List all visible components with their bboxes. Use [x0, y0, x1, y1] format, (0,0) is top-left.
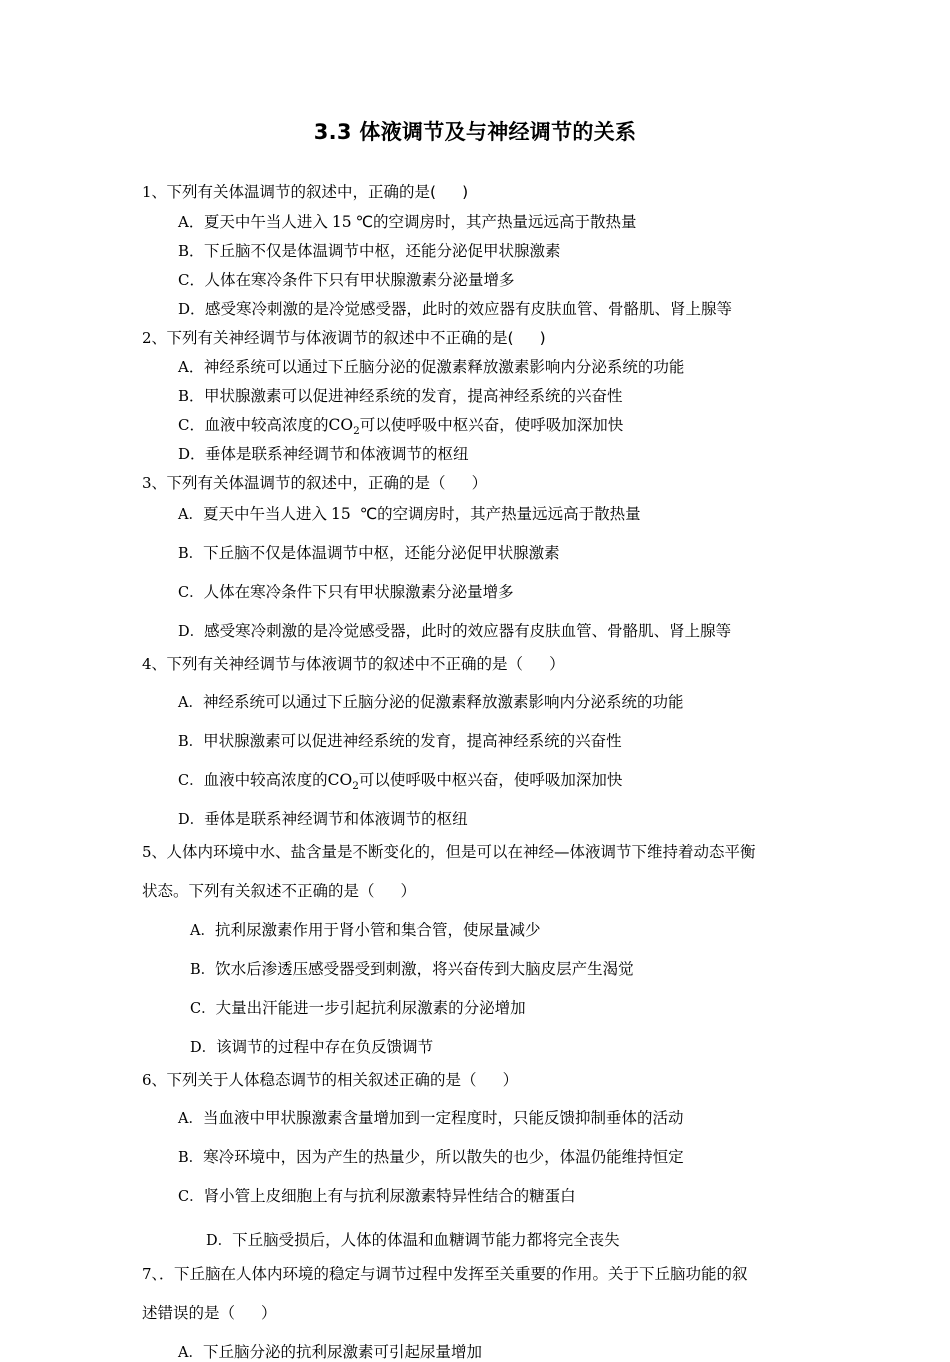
page-title: 3.3 体液调节及与神经调节的关系	[313, 120, 637, 144]
option-label: C．	[178, 416, 205, 434]
option-label: C．	[178, 773, 204, 789]
option-label: A．	[178, 507, 203, 523]
option-text: 血液中较高浓度的	[204, 416, 329, 434]
question-2-option-c[interactable]	[178, 413, 623, 437]
question-2-option-b[interactable]	[178, 384, 623, 406]
option-label: C．	[190, 1001, 216, 1017]
option-label: C．	[178, 1189, 204, 1205]
option-text: 下丘脑不仅是体温调节中枢，还能分泌促甲状腺激素	[204, 242, 561, 260]
question-2-option-a[interactable]	[178, 355, 684, 377]
option-label: D．	[178, 445, 206, 463]
question-7-stem-text-1: 下丘脑在人体内环境的稳定与调节过程中发挥至关重要的作用。关于下丘脑功能的叙	[174, 1265, 748, 1283]
option-label: A．	[178, 695, 203, 711]
option-text: 甲状腺激素可以促进神经系统的发育，提高神经系统的兴奋性	[204, 387, 623, 405]
question-5-option-a[interactable]	[190, 918, 541, 940]
question-7-stem-close: ）	[261, 1304, 277, 1322]
question-3-option-d[interactable]	[178, 619, 731, 641]
option-text: 垂体是联系神经调节和体液调节的枢纽	[204, 810, 468, 828]
question-3-stem-text: 下列有关体温调节的叙述中，正确的是（	[166, 474, 446, 492]
option-text: 人体在寒冷条件下只有甲状腺激素分泌量增多	[203, 583, 514, 601]
question-6-option-c[interactable]	[178, 1184, 576, 1206]
option-text: 神经系统可以通过下丘脑分泌的促激素释放激素影响内分泌系统的功能	[203, 358, 685, 376]
option-label: B．	[190, 962, 216, 978]
question-3-option-b[interactable]	[178, 541, 560, 563]
formula-subscript: 2	[352, 780, 359, 793]
question-1-number: 1、	[142, 183, 167, 201]
option-text: 大量出汗能进一步引起抗利尿激素的分泌增加	[215, 999, 526, 1017]
question-6-stem	[142, 1068, 518, 1090]
option-text: 神经系统可以通过下丘脑分泌的促激素释放激素影响内分泌系统的功能	[202, 693, 684, 711]
option-label: B．	[178, 734, 204, 750]
option-text: 下丘脑受损后，人体的体温和血糖调节能力都将完全丧失	[232, 1231, 620, 1249]
question-4-stem	[142, 652, 565, 674]
option-text: 寒冷环境中，因为产生的热量少，所以散失的也少，体温仍能维持恒定	[203, 1148, 684, 1166]
option-text-tail: 的空调房时，其产热量远远高于散热量	[373, 213, 637, 231]
question-4-option-d[interactable]	[178, 807, 468, 829]
option-label: D．	[178, 300, 206, 318]
option-text-tail: 可以使呼吸中枢兴奋，使呼吸加深加快	[359, 416, 624, 434]
question-2-option-d[interactable]	[178, 442, 469, 464]
formula-co2: CO	[327, 771, 353, 789]
option-text: 人体在寒冷条件下只有甲状腺激素分泌量增多	[204, 271, 515, 289]
question-6-option-a[interactable]	[178, 1106, 684, 1128]
question-1-stem	[142, 180, 468, 202]
option-text: 感受寒冷刺激的是冷觉感受器，此时的效应器有皮肤血管、骨骼肌、肾上腺等	[204, 622, 732, 640]
question-3-number: 3、	[142, 474, 167, 492]
option-label: C．	[178, 271, 205, 289]
question-6-option-d[interactable]	[206, 1228, 620, 1250]
formula-co2: CO	[328, 416, 354, 434]
question-4-stem-text: 下列有关神经调节与体液调节的叙述中不正确的是（	[166, 655, 524, 673]
option-text: 甲状腺激素可以促进神经系统的发育，提高神经系统的兴奋性	[203, 732, 622, 750]
option-text: 夏天中午当人进入	[202, 505, 327, 523]
question-3-option-a[interactable]	[178, 502, 641, 524]
option-label: B．	[178, 1150, 204, 1166]
question-5-option-d[interactable]	[190, 1035, 433, 1057]
question-1-stem-close: )	[462, 183, 469, 201]
question-6-stem-close: ）	[502, 1071, 519, 1089]
option-text: 垂体是联系神经调节和体液调节的枢纽	[205, 445, 469, 463]
option-label: A．	[190, 923, 215, 939]
question-7-option-a[interactable]	[178, 1340, 482, 1362]
question-5-number: 5、	[142, 843, 167, 861]
question-6-stem-text: 下列关于人体稳态调节的相关叙述正确的是（	[166, 1071, 477, 1089]
question-3-option-c[interactable]	[178, 580, 514, 602]
question-1-option-c[interactable]	[178, 268, 515, 290]
option-label: B．	[178, 546, 204, 562]
option-text: 当血液中甲状腺激素含量增加到一定程度时，只能反馈抑制垂体的活动	[202, 1109, 684, 1127]
option-text: 感受寒冷刺激的是冷觉感受器，此时的效应器有皮肤血管、骨骼肌、肾上腺等	[205, 300, 733, 318]
option-label: D．	[190, 1040, 217, 1056]
option-text: 下丘脑不仅是体温调节中枢，还能分泌促甲状腺激素	[203, 544, 560, 562]
question-7-stem-text-2: 述错误的是（	[142, 1304, 236, 1322]
option-label: A．	[178, 358, 204, 376]
question-5-stem-close: ）	[400, 882, 417, 900]
question-1-stem-text: 下列有关体温调节的叙述中，正确的是(	[166, 183, 437, 201]
option-value: 15	[331, 213, 352, 231]
option-text: 该调节的过程中存在负反馈调节	[216, 1038, 434, 1056]
question-4-option-b[interactable]	[178, 729, 622, 751]
option-label: D．	[178, 812, 205, 828]
question-2-stem-text: 下列有关神经调节与体液调节的叙述中不正确的是(	[166, 329, 514, 347]
question-7-stem-line-1	[142, 1262, 748, 1284]
question-6-number: 6、	[142, 1071, 167, 1089]
question-7-stem-line-2	[142, 1301, 277, 1323]
option-label: B．	[178, 242, 205, 260]
formula-subscript: 2	[353, 425, 360, 438]
option-value: 15	[331, 505, 351, 523]
option-label: A．	[178, 1111, 203, 1127]
option-label: B．	[178, 387, 205, 405]
option-label: D．	[206, 1233, 233, 1249]
question-3-stem-close: ）	[471, 474, 488, 492]
option-label: C．	[178, 585, 204, 601]
question-4-option-c[interactable]	[178, 768, 622, 792]
option-label: A．	[178, 1345, 203, 1361]
question-5-stem-text-1: 人体内环境中水、盐含量是不断变化的，但是可以在神经—体液调节下维持着动态平衡	[166, 843, 756, 861]
option-unit: ℃	[355, 213, 374, 231]
option-text-tail: 的空调房时，其产热量远远高于散热量	[377, 505, 641, 523]
option-unit: ℃	[359, 505, 378, 523]
question-6-option-b[interactable]	[178, 1145, 684, 1167]
option-text-tail: 可以使呼吸中枢兴奋，使呼吸加深加快	[358, 771, 623, 789]
question-5-stem-text-2: 状态。下列有关叙述不正确的是（	[142, 882, 375, 900]
question-5-option-c[interactable]	[190, 996, 526, 1018]
question-2-stem	[142, 326, 546, 348]
question-2-number: 2、	[142, 329, 167, 347]
question-5-option-b[interactable]	[190, 957, 634, 979]
option-label: D．	[178, 624, 205, 640]
question-4-stem-close: ）	[549, 655, 565, 673]
question-5-stem-line-1	[142, 840, 756, 862]
question-2-stem-close: )	[539, 329, 546, 347]
option-text: 夏天中午当人进入	[203, 213, 328, 231]
question-7-number: 7、．	[142, 1265, 175, 1283]
question-1-option-d[interactable]	[178, 297, 732, 319]
option-text: 肾小管上皮细胞上有与抗利尿激素特异性结合的糖蛋白	[203, 1187, 576, 1205]
question-1-option-b[interactable]	[178, 239, 561, 261]
option-label: A．	[178, 213, 204, 231]
question-3-stem	[142, 471, 487, 493]
question-5-stem-line-2	[142, 879, 416, 901]
question-1-option-a[interactable]	[178, 210, 637, 232]
question-4-number: 4、	[142, 655, 167, 673]
option-text: 下丘脑分泌的抗利尿激素可引起尿量增加	[202, 1343, 482, 1361]
option-text: 血液中较高浓度的	[203, 771, 328, 789]
option-text: 抗利尿激素作用于肾小管和集合管，使尿量减少	[214, 921, 541, 939]
option-text: 饮水后渗透压感受器受到刺激，将兴奋传到大脑皮层产生渴觉	[215, 960, 634, 978]
question-4-option-a[interactable]	[178, 690, 684, 712]
